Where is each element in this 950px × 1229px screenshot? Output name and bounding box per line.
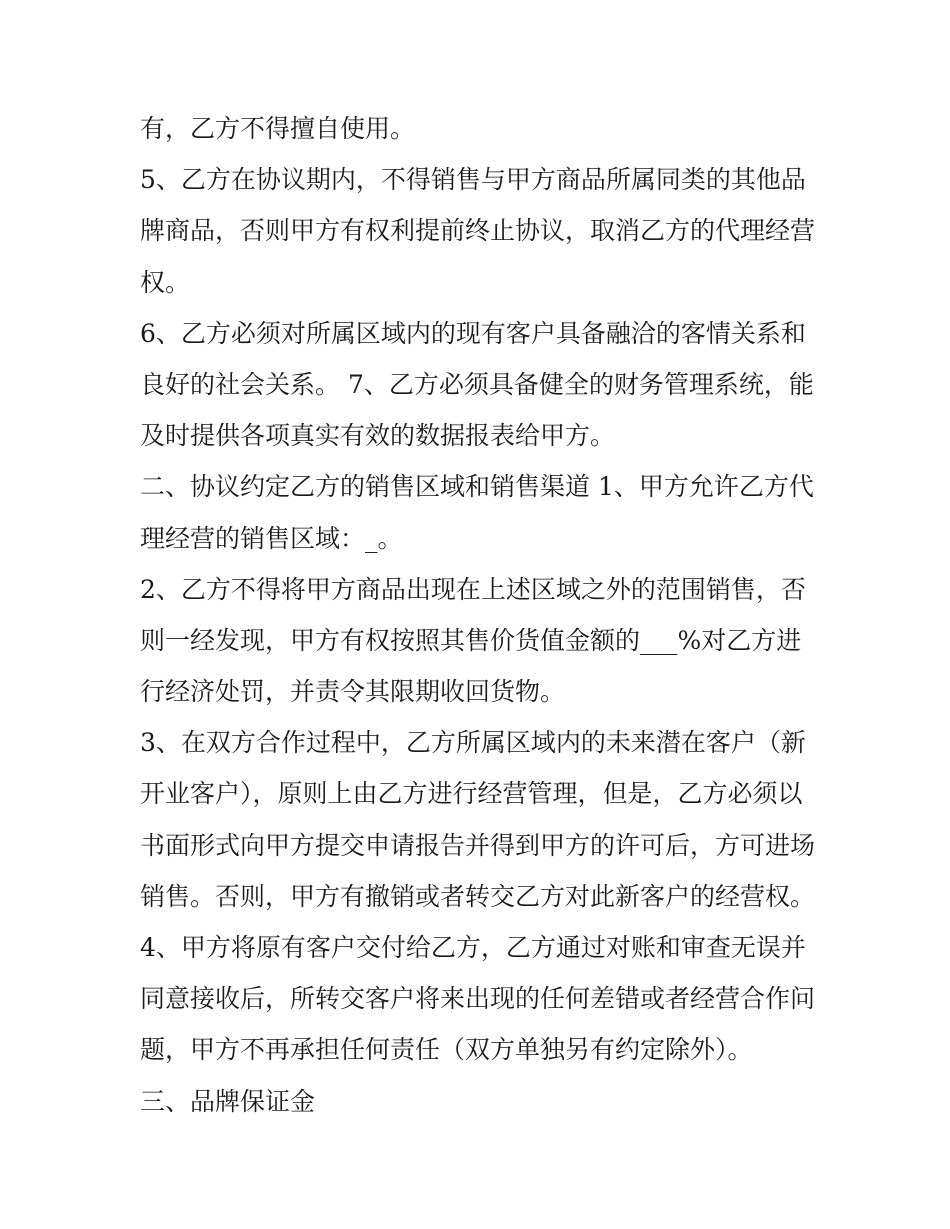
text-line: 同意接收后，所转交客户将来出现的任何差错或者经营合作问 (140, 984, 816, 1014)
text-line: 3、在双方合作过程中，乙方所属区域内的未来潜在客户（新 (140, 728, 806, 758)
text-line: 6、乙方必须对所属区域内的现有客户具备融洽的客情关系和 (140, 318, 806, 348)
text-line: 有，乙方不得擅自使用。 (140, 114, 416, 143)
text-line: 2、乙方不得将甲方商品出现在上述区域之外的范围销售，否 (140, 574, 806, 604)
text-line: 权。 (140, 267, 191, 297)
document-body (140, 103, 820, 1127)
text-line: 题，甲方不再承担任何责任（双方单独另有约定除外）。 (140, 1035, 753, 1065)
section-heading: 三、品牌保证金 (140, 1086, 316, 1116)
text-line: 行经济处罚，并责令其限期收回货物。 (140, 677, 566, 707)
text-line: 书面形式向甲方提交申请报告并得到甲方的许可后，方可进场 (140, 830, 816, 860)
text-line: 二、协议约定乙方的销售区域和销售渠道 1、甲方允许乙方代 (140, 472, 814, 502)
text-line: 开业客户），原则上由乙方进行经营管理，但是，乙方必须以 (140, 779, 803, 809)
text-line: 理经营的销售区域：_。 (140, 523, 403, 553)
text-line: 5、乙方在协议期内，不得销售与甲方商品所属同类的其他品 (140, 165, 806, 195)
text-line: 及时提供各项真实有效的数据报表给甲方。 (140, 421, 616, 451)
text-line: 良好的社会关系。 7、乙方必须具备健全的财务管理系统，能 (140, 369, 814, 399)
text-line: 则一经发现，甲方有权按照其售价货值金额的___%对乙方进 (140, 625, 802, 655)
text-line: 4、甲方将原有客户交付给乙方，乙方通过对账和审查无误并 (140, 933, 806, 962)
text-line: 牌商品，否则甲方有权利提前终止协议，取消乙方的代理经营 (140, 216, 816, 246)
text-line: 销售。否则，甲方有撤销或者转交乙方对此新客户的经营权。 (140, 881, 816, 911)
